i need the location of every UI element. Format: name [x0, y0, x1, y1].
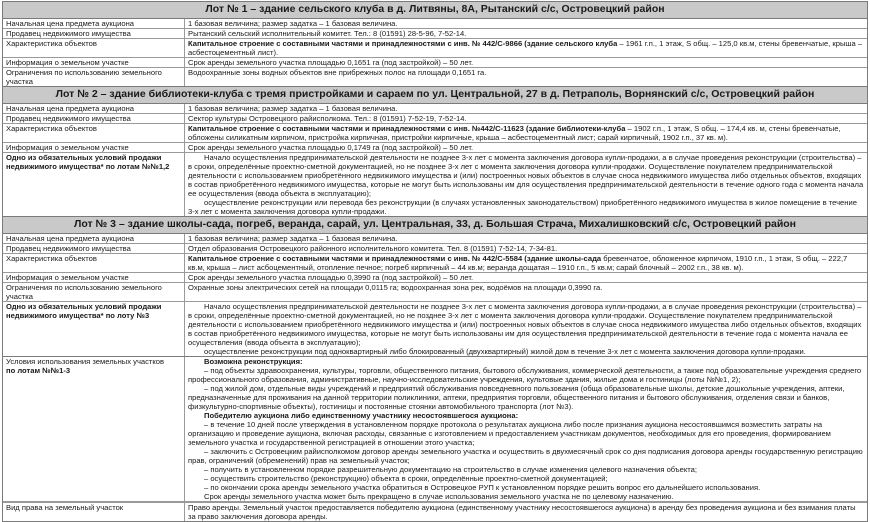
- table-row: [3, 114, 867, 124]
- row-label: Одно из обязательных условий продажи недвижимого имущества* по лоту №3: [3, 302, 185, 356]
- row-value-text: Срок аренды земельного участка площадью 0,1749 га (под застройкой) – 50 лет.: [188, 143, 474, 152]
- row-label: [3, 357, 185, 501]
- conditions-heading: Возможна реконструкция:: [204, 357, 303, 366]
- row-value-text: Рытанский сельский исполнительный комитет. Тел.: 8 (01591) 28-5-96, 7-52-14.: [188, 29, 467, 38]
- row-label: Информация о земельном участке: [3, 273, 185, 282]
- table-row: [3, 254, 867, 273]
- lot-title: Лот № 2 – здание библиотеки-клуба с тремя пристройками и сараем по ул. Центральной, 27 в д. Петраполь, Ворнянский с/с, Островецкий район: [3, 87, 867, 104]
- conditions-line: – по окончании срока аренды земельного участка обратиться в Островецкое РУП к установленном порядке решить вопрос его дальнейшего использования.: [204, 483, 761, 492]
- table-row: [3, 124, 867, 143]
- row-label: Начальная цена предмета аукциона: [3, 104, 185, 113]
- lot-section: [2, 86, 868, 216]
- table-row: [3, 19, 867, 29]
- row-label: Информация о земельном участке: [3, 58, 185, 67]
- row-label: Начальная цена предмета аукциона: [3, 234, 185, 243]
- conditions-line: – под жилой дом, отдельные виды учреждений и предприятий обслуживания повседневного пользования (обща образовательные школы, детские дошкольные учреждения, аптеки, предназначенные для проживания на данной территории поликлиники, аптеки, предприятия торговли, общественного питания и бытового обслуживания, отделения связи и банков, физкультурно-спортивные объекты), гостиницы и постоянные стоянки автомобильного транспорта (лот №3).: [188, 384, 845, 411]
- row-value: [185, 58, 867, 67]
- row-label: Ограничения по использованию земельного участка: [3, 68, 185, 86]
- row-label: Продавец недвижимого имущества: [3, 29, 185, 38]
- row-label: Продавец недвижимого имущества: [3, 114, 185, 123]
- row-value-text: Сектор культуры Островецкого райисполкома. Тел.: 8 (01591) 7-52-19, 7-52-14.: [188, 114, 467, 123]
- row-label: Ограничения по использованию земельного участка: [3, 283, 185, 301]
- row-value-text: Срок аренды земельного участка площадью 0,1651 га (под застройкой) – 50 лет.: [188, 58, 474, 67]
- conditions-line: Срок аренды земельного участка может быть прекращено в случае использования земельного участка не по целевому назначению.: [204, 492, 674, 501]
- row-value: Право аренды. Земельный участок предоставляется победителю аукциона (единственному участнику несостоявшегося аукциона) в аренду без проведения аукциона и без взимания платы за право заключения договора аренды.: [188, 503, 856, 521]
- row-value-text: – 1961 г.п., 1 этаж, S общ. – 125,0 кв.м, стены бревенчатые, крыша – асбестоцементный лист).: [188, 39, 863, 57]
- row-value-text: – 1902 г.п., 1 этаж, S общ. – 174,4 кв. м, стены бревенчатые, обложены силикатным кирпичом, пристройка кирпичная, пристройки кирпичные, крыша – асбестоцементный лист; сарай кирпичный, 1902 г.п., 37 кв. м).: [188, 124, 841, 142]
- conditions-heading: Победителю аукциона либо единственному участнику несостоявшегося аукциона:: [204, 411, 519, 420]
- row-value: [185, 19, 867, 28]
- row-label: Продавец недвижимого имущества: [3, 244, 185, 253]
- row-value: [185, 234, 867, 243]
- table-row: [3, 68, 867, 86]
- conditions-line: – заключить с Островецким райисполкомом договор аренды земельного участка и осуществить в двухмесячный срок со дня подписания договора аренды государственную регистрацию прав, ограничений (обременений) прав на земельный участок;: [188, 447, 863, 465]
- row-value-text: Отдел образования Островецкого районного исполнительного комитета. Тел. 8 (01591) 7-52-14, 7-34-81.: [188, 244, 558, 253]
- table-row: [3, 29, 867, 39]
- table-row: [3, 104, 867, 114]
- row-value: [185, 143, 867, 152]
- row-label: Начальная цена предмета аукциона: [3, 19, 185, 28]
- table-row: [3, 283, 867, 302]
- lot-section: [2, 216, 868, 356]
- conditions-line: – в течение 10 дней после утверждения в установленном порядке протокола о результатах аукциона либо после признания аукциона несостоявшимся возместить затраты на организацию и проведение аукциона, включая расходы, связанные с изготовлением и предоставлением участникам документов, необходимых для его проведения, формированием земельного участка и государственной регистрацией в отношении этого участка;: [188, 420, 831, 447]
- row-label: Одно из обязательных условий продажи недвижимого имущества* по лотам №№1,2: [3, 153, 185, 216]
- row-value: [185, 114, 867, 123]
- table-row: [3, 244, 867, 254]
- conditions-line: – под объекты здравоохранения, культуры, торговли, общественного питания, бытового обслуживания, коммерческой деятельности, а также под образовательные учреждения среднего профессионального образования, административные, научно-исследовательские учреждения, культовые здания, жилые дома и гостиницы (лоты №№1, 2);: [188, 366, 862, 384]
- row-value: [185, 283, 867, 301]
- table-row: [3, 234, 867, 244]
- row-value: [185, 244, 867, 253]
- row-value: [185, 39, 867, 57]
- row-value-bold: Капитальное строение с составными частями и принадлежностями с инв. № 442/С-9866 (здание сельского клуба: [188, 39, 618, 48]
- table-row: [3, 302, 867, 356]
- row-value-text: 1 базовая величина; размер задатка – 1 базовая величина.: [188, 234, 398, 243]
- lot-title: Лот № 3 – здание школы-сада, погреб, веранда, сарай, ул. Центральная, 33, д. Большая Страча, Михалишковский с/с, Островецкий район: [3, 217, 867, 234]
- row-value-text: осуществление реконструкции под одноквартирный либо блокированный (двухквартирный) жилой дом в течение 3-х лет с момента заключения договора купли-продажи.: [204, 347, 806, 356]
- row-value-text: Водоохранные зоны водных объектов вне прибрежных полос на площади 0,1651 га.: [188, 68, 487, 77]
- row-value-text: осуществление реконструкции или перевода без реконструкции (в случаях установленных законодательством) приобретённого недвижимого имущества в жилое помещение в течение 3-х лет с момента заключения договора купли-продажи.: [188, 198, 857, 216]
- row-value-text: Охранные зоны электрических сетей на площади 0,0115 га; водоохранная зона рек, водоёмов на площади 0,3990 га.: [188, 283, 603, 292]
- lot-title: Лот № 1 – здание сельского клуба в д. Литвяны, 8А, Рытанский с/с, Островецкий район: [3, 2, 867, 19]
- row-value: [185, 68, 867, 86]
- row-value: [185, 124, 867, 142]
- row-value: [185, 254, 867, 272]
- row-value: [185, 104, 867, 113]
- row-value: [185, 273, 867, 282]
- conditions-section: [2, 356, 868, 522]
- row-value-bold: Капитальное строение с составными частями и принадлежностями с инв. № 442/С-5584 (здание школы-сада: [188, 254, 602, 263]
- table-row: [3, 357, 867, 502]
- table-row: [3, 143, 867, 153]
- row-label-text: Условия использования земельных участков: [6, 357, 165, 366]
- row-value-text: Начало осуществления предпринимательской деятельности не позднее 3-х лет с момента заключения договора купли-продажи, а в случае проведения реконструкции (строительства) – в сроки, определённые проектно-сметной документацией, но не позднее 3-х лет с момента заключения договора купли-продажи. Осуществление покупателем предпринимательской деятельности с использованием приобретённого недвижимого имущества и (или) построенных новых объектов в случае сноса недвижимого имущества либо отдельных объектов, входящих в состав приобретённого недвижимого имущества, которые не могут быть использованы им для осуществления предпринимательской деятельности в течение года с момента начала ее осуществления (ввода объекта в эксплуатацию);: [188, 302, 862, 347]
- table-row: [3, 58, 867, 68]
- row-value: [185, 153, 867, 216]
- row-value-text: Начало осуществления предпринимательской деятельности не позднее 3-х лет с момента заключения договора купли-продажи, а в случае проведения реконструкции (строительства) – в сроки, определённые проектно-сметной документацией, но не позднее 3-х лет с момента заключения договора купли-продажи. Осуществление покупателем предпринимательской деятельности с использованием приобретённого недвижимого имущества и (или) построенных новых объектов в случае сноса недвижимого имущества либо отдельных объектов, входящих в состав приобретённого недвижимого имущества, которые не могут быть использованы им для осуществления предпринимательской деятельности в течение одного года с момента начала ее осуществления (ввода объекта в эксплуатацию);: [188, 153, 864, 198]
- row-label: Характеристика объектов: [3, 254, 185, 272]
- row-label: Вид права на земельный участок: [3, 503, 185, 521]
- row-value: [185, 302, 867, 356]
- row-value-text: 1 базовая величина; размер задатка – 1 базовая величина.: [188, 104, 398, 113]
- table-row: [3, 39, 867, 58]
- row-value-text: 1 базовая величина; размер задатка – 1 базовая величина.: [188, 19, 398, 28]
- row-value: [185, 29, 867, 38]
- conditions-line: – получить в установленном порядке разрешительную документацию на строительство в случае изменения целевого назначения объекта;: [204, 465, 698, 474]
- row-value: [185, 357, 867, 501]
- row-label-bold: по лотам №№1-3: [6, 366, 71, 375]
- row-label: Характеристика объектов: [3, 39, 185, 57]
- conditions-line: – осуществить строительство (реконструкцию) объекта в сроки, определённые проектно-сметной документацией;: [204, 474, 608, 483]
- auction-notice: [2, 1, 868, 522]
- row-value-bold: Капитальное строение с составными частями и принадлежностями с инв. №442/С-11623 (здание библиотеки-клуба: [188, 124, 626, 133]
- row-label: Характеристика объектов: [3, 124, 185, 142]
- table-row: [3, 273, 867, 283]
- row-value-text: Срок аренды земельного участка площадью 0,3990 га (под застройкой) – 50 лет.: [188, 273, 474, 282]
- lot-section: [2, 1, 868, 86]
- row-value-text: бревенчатое, обложенное кирпичом, 1910 г.п., 1 этаж, S общ. – 222,7 кв.м, крыша – лист асбоцементный, отопление печное; погреб кирпичный – 44 кв.м; веранда дощатая – 1910 г.п., 5 кв.м; сарай блочный – 2002 г.п., 38 кв. м).: [188, 254, 848, 272]
- table-row: [3, 153, 867, 216]
- row-label: Информация о земельном участке: [3, 143, 185, 152]
- table-row: [3, 502, 867, 521]
